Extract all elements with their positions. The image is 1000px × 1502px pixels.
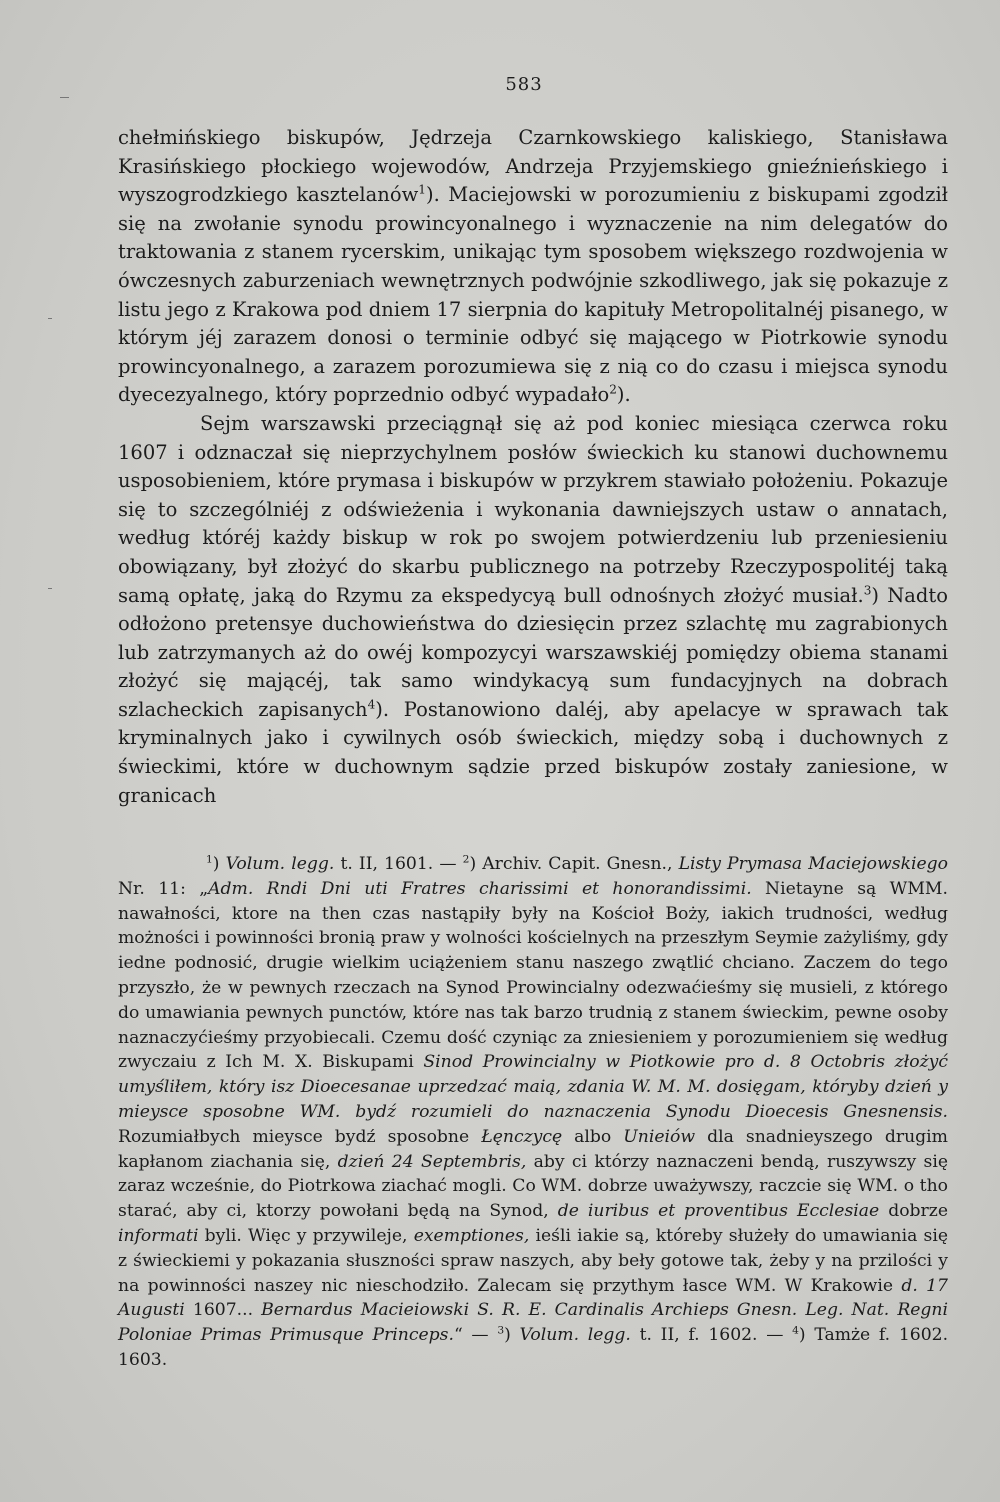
text-run: ) <box>504 1325 520 1346</box>
footnote-ref: 3 <box>497 1323 505 1337</box>
footnote-ref: 4 <box>367 697 376 712</box>
italic-text: informati <box>118 1225 199 1246</box>
italic-text: exemptiones, <box>413 1225 530 1246</box>
text-run: Nr. 11: „ <box>118 878 209 899</box>
text-run: ). <box>616 383 631 407</box>
text-run: byli. Więc y przywileje, <box>198 1225 414 1246</box>
margin-mark <box>60 97 69 98</box>
margin-mark <box>48 588 52 589</box>
text-run: ). Maciejowski w porozumieniu z biskupami zgodził się na zwołanie synodu prowincyonalnego i wyznaczenie na nim delegatów do traktowania z stanem rycerskim, unikając tym sposobem większego rozdwojenia w ówczesnych zaburzeniach wewnętrznych podwójnie szkodliwego, jak się pokazuje z listu jego z Krakowa pod dniem 17 sierpnia do kapituły Metropolitalnéj pisanego, w którym jéj zarazem donosi o terminie odbyć się mającego w Piotrkowie synodu prowincyonalnego, a zarazem porozumiewa się z nią co do czasu i miejsca synodu dyecezyalnego, który poprzednio odbyć wypadało <box>118 183 949 407</box>
text-run: Sejm warszawski przeciągnął się aż pod koniec miesiąca czerwca roku 1607 i odznaczał się nieprzychylnem posłów świeckich ku stanowi duchownemu usposobieniem, które prymasa i biskupów w przykrem stawiało położeniu. Pokazuje się to szczególniéj z odświeżenia i wykonania dawniejszych ustaw o annatach, według któréj każdy biskup w rok po swojem potwierdzeniu lub przeniesieniu obowiązany, był złożyć do skarbu publicznego na potrzeby Rzeczypospolitéj taką samą opłatę, jaką do Rzymu za ekspedycyą bull odnośnych złożyć musiał. <box>118 411 948 607</box>
italic-text: Bernardus Macieiowski S. R. E. Cardinalis Archieps Gnesn. Leg. Nat. Regni Poloniae Primas Primusque Princeps. <box>118 1300 948 1346</box>
text-run: ieśli iakie są, któreby służeły do umawiania się z świeckiemi y pokazania słuszności spraw naszych, aby beły gotowe tak, żeby y na przilości y na powinności naszey nic nieschodziło. Zalecam się przythym łasce WM. W Krakowie <box>118 1225 948 1296</box>
text-run: ). Postanowiono daléj, aby apelacye w sprawach tak kryminalnych jako i cywilnych osób świeckich, między sobą i duchownych z świeckimi, które w duchownym sądzie przed biskupów zostały zaniesione, w granicach <box>118 697 948 807</box>
footnote-ref: 4 <box>792 1323 799 1337</box>
italic-text: Łęnczycę <box>481 1126 563 1147</box>
text-run: dobrze <box>879 1201 948 1222</box>
text-run: albo <box>562 1126 624 1147</box>
text-run: t. II, 1601. — <box>334 854 463 874</box>
text-run: chełmińskiego biskupów, Jędrzeja Czarnkowskiego kaliskiego, Stanisława Krasińskiego płockiego wojewodów, Andrzeja Przyjemskiego gnieźnieńskiego i wyszogrodzkiego kasztelanów <box>118 126 948 207</box>
text-run: t. II, f. 1602. — <box>630 1325 793 1346</box>
italic-text: Sinod Prowincialny w Piotkowie pro d. 8 Octobris złożyć umyśliłem, który isz Dioecesanae uprzedzać maią, zdania W. M. M. dosięgam, któryby dzień y mieysce sposobne WM. bydź rozumieli do naznaczenia Synodu Dioecesis Gnesnensis. <box>118 1052 948 1122</box>
footnote-ref: 2 <box>609 382 617 397</box>
footnotes <box>118 852 948 1373</box>
footnote-ref: 1 <box>206 852 213 866</box>
text-run: 1607... <box>184 1300 262 1321</box>
footnote-paragraph <box>118 852 948 1373</box>
footnote-ref: 3 <box>863 583 872 597</box>
text-run: “ — <box>453 1325 498 1346</box>
italic-text: Volum. legg. <box>519 1325 631 1346</box>
text-run: ) Tamże f. 1602. 1603. <box>118 1325 949 1370</box>
text-run: aby ci którzy naznaczeni bendą, ruszywszy się zaraz wcześnie, do Piotrkowa ziachać mogli. Co WM. dobrze uważywszy, raczcie się WM. o tho starać, aby ci, ktorzy powołani będą na Synod, <box>118 1151 948 1222</box>
text-run: Nietayne są WMM. nawałności, ktore na then czas nastąpiły były na Kościoł Boży, iakich trudności, według możności i powinności bronią praw y wolności kościelnych na przeszłym Seymie zażyliśmy, gdy iedne podnosić, drugie wielkim uciążeniem stanu naszego zwątlić chciano. Zaczem do tego przyszło, że w pewnych rzeczach na Synod Prowincialny odezwaćieśmy się musieli, z którego do umawiania pewnych punctów, które nas tak barzo trudnią z stanem świeckim, pewne osoby naznaczyćieśmy przyobiecali. Czemu dość czyniąc za zniesieniem y porozumieniem się według zwyczaiu z Ich M. X. Biskupami <box>118 878 948 1073</box>
text-run: ) <box>212 854 226 874</box>
footnote-ref: 2 <box>462 852 470 866</box>
italic-text: Listy Prymasa Maciejowskiego <box>678 854 948 874</box>
main-text-paragraph <box>118 410 948 810</box>
footnote-ref: 1 <box>418 182 426 197</box>
page-number: 583 <box>505 74 543 95</box>
text-run: Rozumiałbych mieysce bydź sposobne <box>118 1126 482 1147</box>
italic-text: dzień 24 Septembris, <box>337 1151 527 1172</box>
text-run: ) Nadto odłożono pretensye duchowieństwa do dziesięcin przez szlachtę mu zagrabionych lub zatrzymanych aż do owéj kompozycyi warszawskiéj pomiędzy obiema stanami złożyć się mającéj, tak samo windykacyą sum fundacyjnych na dobrach szlacheckich zapisanych <box>118 583 948 721</box>
margin-mark <box>48 318 52 319</box>
italic-text: de iuribus et proventibus Ecclesiae <box>557 1201 880 1222</box>
main-text-paragraph <box>118 124 948 410</box>
italic-text: Unieiów <box>623 1126 696 1147</box>
text-run: ) Archiv. Capit. Gnesn., <box>469 854 679 874</box>
italic-text: Adm. Rndi Dni uti Fratres charissimi et honorandissimi. <box>208 878 752 899</box>
italic-text: Volum. legg. <box>225 854 335 874</box>
italic-text: d. 17 Augusti <box>118 1275 948 1321</box>
main-text <box>118 124 948 810</box>
text-run: dla snadnieyszego drugim kapłanom ziachania się, <box>118 1126 948 1172</box>
